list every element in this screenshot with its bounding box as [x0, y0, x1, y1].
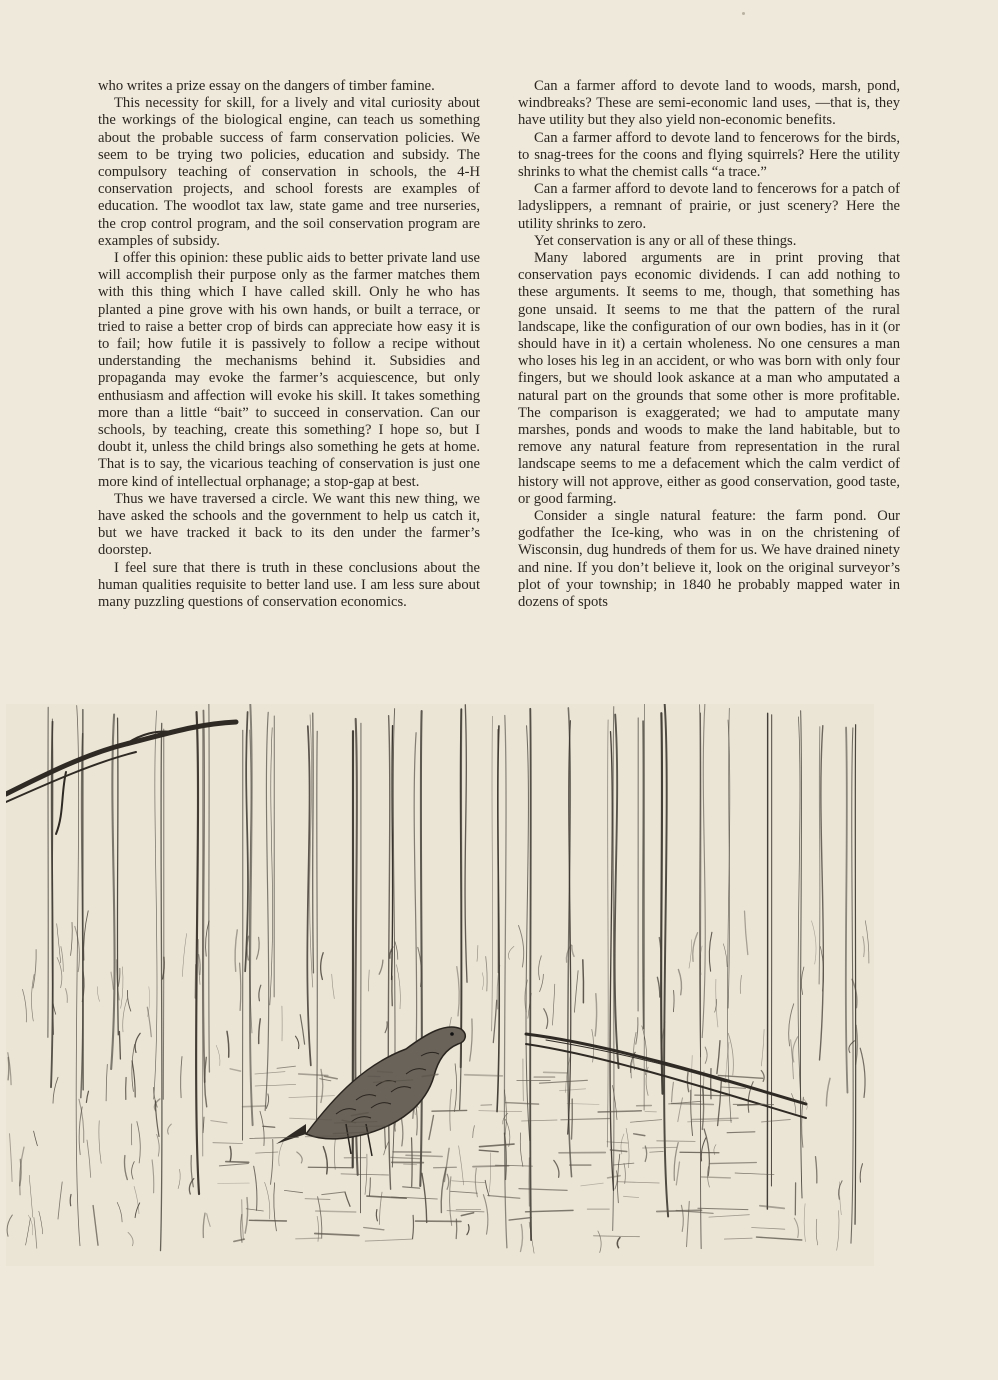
grass-stroke — [300, 1015, 304, 1044]
ground-stroke — [727, 1132, 755, 1133]
paper-speck — [742, 12, 745, 15]
ground-stroke — [598, 1111, 641, 1112]
ground-stroke — [434, 1167, 457, 1168]
grass-stroke — [717, 1041, 720, 1074]
tree-stroke — [154, 711, 157, 1099]
tree-stroke — [819, 727, 820, 984]
ground-stroke — [341, 1174, 389, 1175]
ground-stroke — [611, 1150, 627, 1152]
grass-stroke — [260, 1111, 264, 1145]
ground-stroke — [560, 1089, 586, 1091]
tree-stroke — [851, 728, 853, 1243]
grass-stroke — [58, 1182, 62, 1219]
grass-stroke — [486, 957, 487, 991]
grass-stroke — [235, 930, 237, 971]
ground-stroke — [306, 1136, 351, 1137]
grass-stroke — [152, 1160, 154, 1193]
tree-stroke — [526, 726, 530, 1141]
grass-stroke — [132, 1162, 135, 1180]
tree-stroke — [245, 712, 248, 971]
ground-stroke — [432, 1110, 467, 1111]
grass-stroke — [274, 1183, 277, 1231]
grass-stroke — [678, 1098, 683, 1122]
grass-stroke — [416, 1103, 418, 1135]
grass-stroke — [23, 989, 27, 1022]
grass-stroke — [617, 1238, 620, 1248]
ground-stroke — [447, 1211, 484, 1212]
grass-stroke — [583, 960, 584, 1003]
right-text-column — [518, 78, 900, 611]
grass-stroke — [789, 1004, 794, 1046]
grass-stroke — [345, 1193, 350, 1207]
ground-stroke — [624, 1196, 639, 1197]
paragraph: This necessity for skill, for a lively and vital curiosity about the workings of the biological engine, can teach us something about the probable success of farm conservation policies. We seem to be trying two policies, education and subsidy. The compulsory teaching of conservation in schools, the 4-H conservation projects, and school forests are examples of education. The woodlot tax law, state game and tree nurseries, the crop control program, and the soil conservation program are examples of subsidy. — [98, 95, 480, 249]
grass-stroke — [826, 1078, 830, 1106]
grass-stroke — [86, 1091, 88, 1102]
ground-stroke — [284, 1190, 302, 1192]
grass-stroke — [793, 1037, 798, 1062]
grass-stroke — [804, 1204, 805, 1242]
ground-stroke — [735, 1173, 774, 1175]
grass-stroke — [61, 947, 63, 972]
grass-stroke — [459, 1146, 464, 1185]
ground-stroke — [522, 1120, 558, 1121]
grass-stroke — [657, 977, 659, 997]
grass-stroke — [455, 1064, 457, 1112]
tree-stroke — [265, 712, 269, 1110]
grass-stroke — [740, 975, 741, 993]
grass-stroke — [296, 1036, 299, 1048]
ground-stroke — [688, 1120, 732, 1122]
grass-stroke — [761, 1071, 764, 1082]
grass-stroke — [34, 1131, 38, 1146]
tree-stroke — [702, 704, 705, 1037]
grass-stroke — [792, 1094, 796, 1114]
grass-stroke — [520, 1133, 523, 1167]
ground-stroke — [452, 1181, 485, 1183]
grass-stroke — [376, 1210, 377, 1221]
grass-stroke — [124, 1156, 127, 1180]
tree-stroke — [160, 723, 161, 1250]
grass-stroke — [323, 1147, 327, 1174]
grass-stroke — [259, 985, 261, 1001]
grass-stroke — [681, 1205, 683, 1231]
grass-stroke — [384, 1142, 389, 1155]
ground-stroke — [465, 1075, 503, 1076]
ground-stroke — [211, 1121, 227, 1123]
ground-stroke — [320, 1079, 331, 1081]
grass-stroke — [493, 1000, 496, 1042]
grass-stroke — [379, 960, 383, 974]
grass-stroke — [693, 933, 698, 962]
grass-stroke — [227, 1031, 229, 1057]
ground-stroke — [243, 1106, 266, 1107]
ground-stroke — [277, 1066, 296, 1068]
ground-stroke — [657, 1210, 702, 1211]
grass-stroke — [716, 979, 718, 1027]
ground-stroke — [506, 1103, 539, 1105]
ground-stroke — [608, 1176, 621, 1178]
ground-stroke — [230, 1069, 240, 1071]
tree-stroke — [643, 721, 644, 1029]
ground-stroke — [324, 1076, 337, 1078]
grass-stroke — [544, 1009, 548, 1029]
ground-stroke — [246, 1209, 263, 1211]
grass-stroke — [553, 984, 555, 1025]
tree-stroke — [313, 713, 314, 973]
grass-stroke — [395, 942, 398, 960]
grass-stroke — [259, 1019, 261, 1044]
tree-trunks — [48, 704, 856, 1251]
grass-stroke — [332, 974, 335, 998]
ground-stroke — [724, 1238, 752, 1239]
grass-stroke — [271, 1140, 273, 1185]
grass-stroke — [53, 1077, 58, 1103]
grass-stroke — [181, 1057, 182, 1098]
grass-stroke — [127, 990, 130, 1011]
paragraph: I offer this opinion: these public aids to better private land use will accomplish their purpose only as the farmer matches them with this thing which I have called skill. Only he who has planted a pine grove with his own hands, or built a terrace, or tried to raise a better crop of birds can appreciate how easy it is to fail; how futile it is passively to follow a recipe without understanding the mechanisms behind it. Subsidies and propaganda may evoke the farmer’s acquiescence, but only enthusiasm and affection will evoke his skill. It takes something more than a little “bait” to succeed in conservation. Can our schools, by teaching, create this something? I hope so, but I doubt it, unless the child brings also something he gets at home. That is to say, the vicarious teaching of conservation is just one more kind of intellectual orphanage; a stop-gap at best. — [98, 250, 480, 490]
tree-stroke — [846, 728, 848, 1093]
ground-stroke — [488, 1196, 520, 1199]
grass-stroke — [370, 1178, 371, 1196]
tree-stroke — [664, 704, 668, 1216]
grass-stroke — [508, 946, 513, 959]
grass-stroke — [709, 932, 712, 971]
grass-stroke — [485, 1180, 489, 1196]
paragraph: Can a farmer afford to devote land to fencerows for a patch of ladyslippers, a remnant of prairie, or just scenery? Here the utility shrinks to zero. — [518, 181, 900, 232]
grass-stroke — [687, 1201, 690, 1246]
grass-stroke — [865, 921, 869, 963]
grass-stroke — [279, 1141, 284, 1166]
grass-stroke — [540, 974, 544, 991]
ground-stroke — [255, 1085, 296, 1087]
ground-stroke — [718, 1075, 762, 1078]
grass-stroke — [10, 1134, 13, 1182]
grass-stroke — [422, 1173, 427, 1222]
grass-stroke — [860, 1048, 865, 1097]
ground-stroke — [404, 1164, 417, 1165]
grass-stroke — [87, 1140, 91, 1177]
tree-stroke — [497, 726, 499, 1112]
grass-stroke — [121, 967, 123, 1009]
grass-stroke — [157, 1134, 160, 1156]
grass-stroke — [801, 967, 803, 995]
grass-stroke — [613, 1085, 618, 1119]
grass-stroke — [728, 1033, 733, 1075]
grass-stroke — [97, 987, 99, 1002]
grass-stroke — [467, 1225, 469, 1235]
ground-stroke — [695, 1095, 729, 1096]
ground-stroke — [365, 1239, 413, 1241]
grass-stroke — [106, 1064, 107, 1101]
ground-stroke — [544, 1072, 568, 1073]
grass-stroke — [265, 1182, 270, 1219]
grass-stroke — [137, 1122, 140, 1163]
ground-stroke — [308, 1167, 352, 1168]
grass-stroke — [203, 1213, 205, 1237]
grass-stroke — [473, 1126, 475, 1138]
grass-stroke — [691, 1090, 693, 1136]
ground-stroke — [263, 1126, 275, 1127]
grass-stroke — [447, 1174, 449, 1189]
grass-stroke — [247, 936, 249, 960]
grass-stroke — [634, 1032, 636, 1069]
ground-stroke — [526, 1210, 574, 1211]
grass-stroke — [702, 1086, 703, 1130]
left-text-column — [98, 78, 480, 611]
ground-stroke — [709, 1215, 750, 1217]
ground-stroke — [722, 1087, 746, 1088]
grass-stroke — [207, 1214, 211, 1227]
grass-stroke — [816, 1157, 817, 1183]
paragraph: Can a farmer afford to devote land to fencerows for the birds, to snag-trees for the coons and flying squirrels? Here the utility shrinks to what the chemist calls “a trace.” — [518, 129, 900, 181]
grass-stroke — [117, 1202, 122, 1222]
grass-stroke — [483, 1195, 487, 1234]
grass-stroke — [761, 1029, 764, 1066]
grass-stroke — [57, 924, 61, 963]
tree-stroke — [492, 716, 493, 1031]
paragraph: Can a farmer afford to devote land to woods, marsh, pond, windbreaks? These are semi-economic land uses, —that is, they have utility but they also yield non-economic benefits. — [518, 78, 900, 129]
grass-stroke — [519, 926, 524, 968]
grass-stroke — [230, 1147, 231, 1162]
ground-stroke — [634, 1134, 645, 1136]
grass-stroke — [147, 1007, 151, 1036]
grass-stroke — [691, 1055, 692, 1100]
ground-stroke — [219, 1164, 248, 1166]
grass-stroke — [70, 1195, 71, 1206]
grass-stroke — [429, 1116, 434, 1140]
grass-stroke — [195, 965, 196, 998]
ground-stroke — [607, 1142, 628, 1143]
tree-stroke — [615, 715, 619, 1068]
grass-stroke — [39, 1211, 43, 1234]
grass-stroke — [71, 922, 73, 955]
grass-stroke — [205, 1057, 207, 1107]
ground-stroke — [461, 1213, 473, 1216]
paragraph: who writes a prize essay on the dangers of timber famine. — [98, 78, 435, 94]
grass-stroke — [168, 1124, 172, 1134]
ground-stroke — [757, 1237, 802, 1240]
tree-stroke — [465, 705, 467, 982]
ground-stroke — [618, 1182, 660, 1183]
grass-stroke — [7, 1215, 12, 1236]
grass-stroke — [626, 1128, 629, 1167]
grass-stroke — [574, 971, 578, 1013]
ground-stroke — [296, 1238, 321, 1239]
grass-stroke — [523, 1059, 524, 1101]
fallen-branch — [6, 722, 236, 834]
grass-stroke — [673, 990, 674, 1011]
grass-stroke — [812, 921, 817, 964]
ground-stroke — [643, 1147, 677, 1148]
grass-stroke — [450, 1177, 452, 1226]
grass-stroke — [123, 999, 127, 1032]
grass-stroke — [705, 1047, 707, 1063]
grass-stroke — [678, 970, 681, 995]
grass-stroke — [34, 1218, 37, 1249]
ground-stroke — [256, 1152, 278, 1153]
grass-stroke — [26, 1218, 31, 1245]
grass-stroke — [521, 1224, 523, 1251]
tree-stroke — [420, 711, 422, 1186]
grass-stroke — [489, 1153, 490, 1192]
ground-stroke — [255, 1072, 285, 1074]
sketch-drawing — [6, 704, 874, 1266]
tree-stroke — [209, 704, 210, 1072]
ground-stroke — [479, 1111, 522, 1112]
grass-stroke — [849, 1041, 855, 1053]
ground-stroke — [451, 1191, 478, 1193]
grass-stroke — [203, 1117, 204, 1133]
ground-stroke — [509, 1218, 531, 1221]
grass-stroke — [297, 1152, 302, 1163]
ground-stroke — [762, 1120, 791, 1122]
tree-stroke — [111, 715, 114, 1069]
grass-stroke — [554, 1160, 559, 1177]
grass-stroke — [672, 1082, 674, 1102]
grass-stroke — [470, 1019, 472, 1061]
grass-stroke — [84, 911, 89, 960]
ground-stroke — [406, 1155, 442, 1156]
grass-stroke — [57, 958, 62, 988]
grass-stroke — [598, 1231, 601, 1253]
grass-stroke — [539, 956, 542, 980]
ground-stroke — [305, 1199, 330, 1200]
grass-stroke — [119, 1032, 120, 1060]
ground-stroke — [316, 1211, 356, 1212]
tree-stroke — [530, 709, 531, 1240]
ground-stroke — [752, 1228, 785, 1230]
grass-stroke — [477, 945, 478, 961]
grass-stroke — [93, 1206, 98, 1246]
grass-stroke — [29, 1175, 33, 1217]
paragraph: Consider a single natural feature: the farm pond. Our godfather the Ice-king, who was in on the christening of Wisconsin, dug hundreds of them for us. We have drained ninety and nine. If you don’t believe it, look on the original surveyor’s plot of your township; in 1840 he probably mapped water in dozens of spots — [518, 508, 900, 611]
grass-stroke — [863, 937, 865, 957]
tree-stroke — [203, 710, 205, 1082]
grass-stroke — [182, 934, 186, 977]
tree-stroke — [307, 726, 310, 1065]
grass-stroke — [240, 963, 241, 1010]
grass-stroke — [676, 1162, 679, 1185]
tree-stroke — [700, 713, 701, 1249]
grass-stroke — [837, 1211, 839, 1251]
grass-stroke — [413, 1215, 414, 1238]
ground-stroke — [760, 1206, 784, 1209]
paragraph: I feel sure that there is truth in these conclusions about the human qualities requisite to better land use. I am less sure about many puzzling questions of conservation economics. — [98, 559, 480, 611]
ground-stroke — [473, 1166, 509, 1167]
grass-stroke — [99, 1121, 101, 1164]
grass-stroke — [482, 973, 483, 990]
ground-stroke — [701, 1177, 730, 1178]
tree-stroke — [76, 706, 80, 1246]
grass-stroke — [397, 965, 401, 1009]
ground-stroke — [226, 1162, 249, 1163]
grass-stroke — [689, 940, 692, 969]
paragraph: Thus we have traversed a circle. We want this new thing, we have asked the schools and the government to help us catch it, but we have tracked it back to its den under the farmer’s doorstep. — [98, 490, 480, 559]
grass-stroke — [457, 967, 459, 1016]
grass-stroke — [245, 1198, 247, 1234]
ground-stroke — [234, 1239, 244, 1241]
grass-stroke — [816, 1219, 818, 1245]
ground-stroke — [249, 1220, 286, 1221]
grass-stroke — [839, 1181, 843, 1199]
grass-stroke — [368, 970, 369, 991]
grass-stroke — [615, 1171, 617, 1189]
grass-stroke — [33, 950, 36, 988]
ground-stroke — [710, 1163, 756, 1164]
grass-stroke — [636, 1018, 638, 1045]
tree-stroke — [392, 726, 393, 980]
ground-stroke — [672, 1104, 714, 1105]
tree-stroke — [607, 720, 608, 1147]
ground-stroke — [299, 1074, 328, 1076]
ground-stroke — [213, 1143, 243, 1144]
grass-stroke — [701, 1138, 705, 1161]
grass-stroke — [118, 968, 120, 986]
paragraph: Many labored arguments are in print proving that conservation pays economic dividends. I can add nothing to these arguments. It seems to me, though, that something has gone unsaid. It seems to me that the pattern of the rural landscape, like the configuration of our own bodies, has in it (or should have in it) a certain wholeness. No one censures a man who loses his leg in an accident, or who was born with only four fingers, but we should look askance at a man who amputated a natural part on the grounds that some other is more profitable. The comparison is exaggerated; we had to amputate many marshes, ponds and woods to make the land habitable, but to remove any natural feature from representation in the rural landscape seems to me a defacement which the calm verdict of history will not approve, either as good conservation, good taste, or good farming. — [518, 250, 900, 507]
grass-stroke — [128, 1232, 133, 1245]
grass-stroke — [257, 937, 260, 959]
ground-stroke — [581, 1183, 604, 1186]
woodland-bird-illustration — [6, 704, 874, 1266]
ground-stroke — [403, 1187, 420, 1188]
ground-stroke — [630, 1120, 661, 1123]
ground-stroke — [391, 1157, 421, 1158]
grass-strokes — [7, 911, 869, 1253]
ground-stroke — [519, 1189, 567, 1191]
grass-stroke — [135, 1033, 140, 1052]
grass-stroke — [111, 972, 113, 989]
grass-stroke — [618, 1154, 620, 1203]
tree-stroke — [317, 731, 318, 1122]
ground-stroke — [364, 1228, 384, 1230]
grass-stroke — [385, 1022, 387, 1033]
grass-stroke — [178, 1169, 180, 1188]
grass-stroke — [321, 1069, 323, 1102]
grass-stroke — [745, 911, 748, 954]
grass-stroke — [321, 953, 324, 980]
grass-stroke — [624, 1163, 625, 1183]
grass-stroke — [216, 1045, 220, 1065]
grass-stroke — [254, 1166, 257, 1210]
ground-stroke — [479, 1150, 498, 1152]
grass-stroke — [723, 944, 727, 967]
grass-stroke — [450, 1090, 452, 1131]
grass-stroke — [794, 1218, 798, 1237]
paragraph: Yet conservation is any or all of these things. — [534, 232, 797, 249]
grass-stroke — [860, 1164, 862, 1182]
grass-stroke — [66, 989, 68, 1003]
tree-stroke — [270, 728, 273, 1005]
grass-stroke — [242, 1200, 244, 1240]
ground-stroke — [289, 1096, 335, 1098]
grouse-bird — [276, 1027, 465, 1156]
ground-stroke — [322, 1192, 345, 1195]
grass-stroke — [595, 994, 596, 1036]
ground-stroke — [698, 1208, 748, 1209]
tree-stroke — [855, 725, 856, 1225]
grass-stroke — [572, 946, 574, 957]
ground-stroke — [650, 1152, 664, 1153]
